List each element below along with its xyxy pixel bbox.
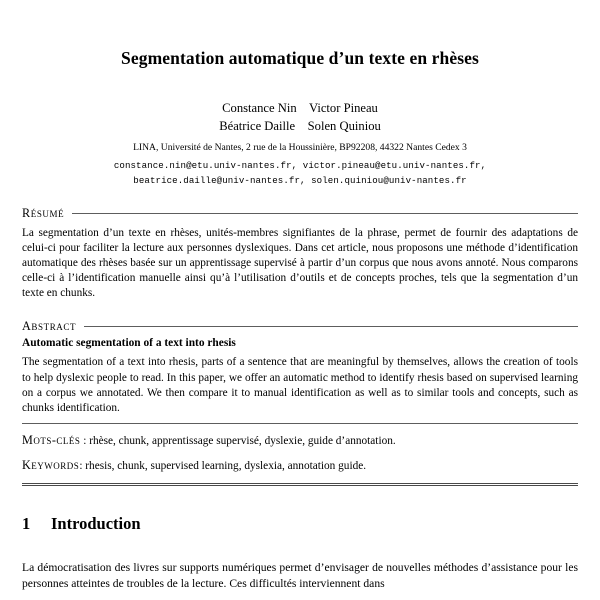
keywords-en-value: rhesis, chunk, supervised learning, dyslexia, annotation guide. bbox=[85, 460, 367, 473]
resume-label: Résumé bbox=[22, 205, 65, 220]
introduction-paragraph: La démocratisation des livres sur supports numériques permet d’envisager de nouvelles méthodes d’assistance pour les personnes atteintes de troubles de la lecture. Ces difficultés interviennent dans bbox=[22, 561, 578, 591]
paper-title: Segmentation automatique d’un texte en rhèses bbox=[121, 48, 479, 68]
paper-content-column bbox=[22, 0, 578, 534]
email-line-2: beatrice.daille@univ-nantes.fr, solen.quiniou@univ-nantes.fr bbox=[133, 174, 467, 186]
section-heading-introduction bbox=[22, 514, 578, 534]
author-line-1: Constance Nin Victor Pineau bbox=[222, 101, 378, 115]
keywords-fr-separator: : bbox=[80, 435, 90, 448]
author-block bbox=[22, 100, 578, 136]
resume-body: La segmentation d’un texte en rhèses, unités-membres signifiantes de la phrase, permet de fournir des adaptations de celui-ci pour faciliter la lecture aux personnes dyslexiques. Dans cet article, nous proposons une méthode d’identification automatique des rhèses basée sur un apprentissage supervisé à partir d’un corpus que nous avons annoté. Nous comparons celle-ci à l’identification manuelle ainsi qu’à l’utilisation d’outils et de concepts proches, tels que la segmentation d’un texte en chunks. bbox=[22, 226, 578, 300]
keywords-fr-value: rhèse, chunk, apprentissage supervisé, dyslexie, guide d’annotation. bbox=[89, 435, 396, 448]
keywords-fr-line bbox=[22, 433, 578, 449]
keywords-en-separator: : bbox=[79, 460, 86, 473]
keywords-en-label: Keywords bbox=[22, 458, 80, 473]
abstract-body: The segmentation of a text into rhesis, parts of a sentence that are meaningful by themselves, allows the creation of tools to help dyslexic people to read. In this paper, we offer an automatic method to identify rhesis based on supervised learning on a corpus we annotated. We then compare it to manual identification as well as to similar tools and concepts, such as chunks identification. bbox=[22, 356, 578, 414]
body-paragraph-clip bbox=[22, 560, 578, 600]
section-title: Introduction bbox=[51, 513, 141, 533]
section-number: 1 bbox=[22, 513, 31, 533]
abstract-label: Abstract bbox=[22, 318, 77, 333]
keywords-fr-label: Mots-clés bbox=[22, 433, 81, 448]
header-block-bottom-rule bbox=[22, 483, 578, 486]
affiliation-line: LINA, Université de Nantes, 2 rue de la Houssinière, BP92208, 44322 Nantes Cedex 3 bbox=[133, 141, 467, 153]
resume-heading-rule bbox=[72, 213, 578, 214]
abstract-bottom-rule bbox=[22, 423, 578, 424]
author-emails bbox=[22, 159, 578, 188]
abstract-heading-row bbox=[22, 319, 578, 334]
email-line-1: constance.nin@etu.univ-nantes.fr, victor.pineau@etu.univ-nantes.fr, bbox=[113, 160, 487, 172]
keywords-en-line bbox=[22, 458, 578, 474]
english-title: Automatic segmentation of a text into rhesis bbox=[22, 336, 236, 349]
resume-heading-row bbox=[22, 206, 578, 221]
author-line-2: Béatrice Daille Solen Quiniou bbox=[219, 118, 381, 133]
abstract-heading-rule bbox=[84, 326, 578, 327]
